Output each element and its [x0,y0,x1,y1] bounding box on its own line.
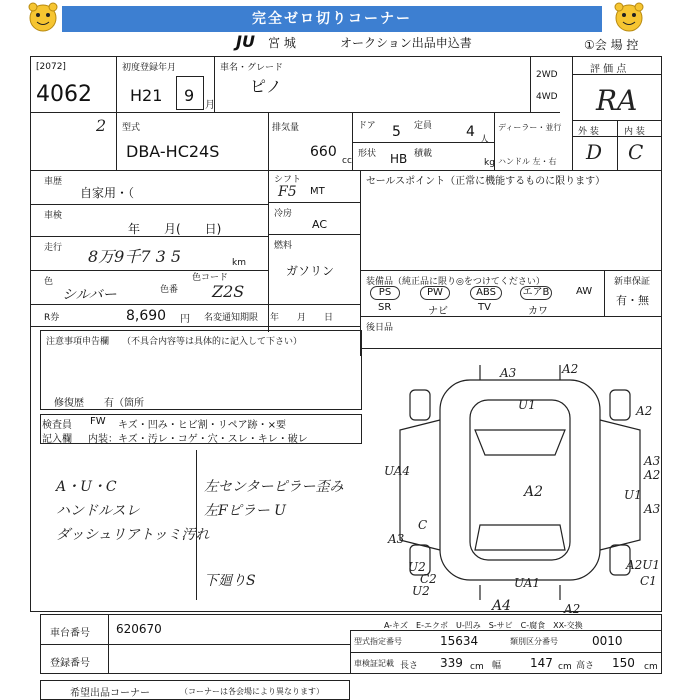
mileage-label: 走行 [44,243,63,253]
width-value: 147 [530,656,553,670]
color-label: 色 [44,277,54,287]
fuel-value: ガソリン [286,264,335,278]
model-label: 型式 [122,123,141,133]
regno-label: 登録番号 [50,658,90,669]
mark-3: A2 [636,404,653,418]
equip-leather: カワ [528,306,548,317]
handwritten-mark: 2 [96,116,107,135]
door-value: 5 [392,124,401,140]
fuel-label: 燃料 [274,241,293,251]
mark-13: A2U1 [626,558,661,572]
ac-label: 冷房 [274,209,293,219]
seats-value: 4 [466,124,475,140]
disp-value: 660 [310,144,337,160]
code-label: [2072] [36,62,66,72]
mark-15: U2 [412,584,430,598]
mark-19: A2 [564,602,581,616]
shift-label: シフト [274,175,302,185]
repair-label: 修復歴 有（箇所 [54,398,144,409]
colorno-label: 色番 [160,285,179,295]
color-value: シルバー [62,287,117,303]
handle-label: ハンドル 左・右 [498,157,557,166]
colorcode-label: 色コード [192,273,229,283]
wish-label: 希望出品コーナー [70,688,150,699]
height-label: 高さ [576,661,595,671]
wd2-label: 2WD [536,70,558,80]
ju-logo: JU [236,32,255,51]
equip-navi: ナビ [428,306,448,317]
remark-right-3: 下廻りS [204,573,256,589]
mark-11: A3 [644,502,661,516]
equip-tv: TV [478,302,491,313]
banner-title: 完全ゼロ切りコーナー [62,6,602,32]
mark-9: A3 [644,454,661,468]
grade-score: RA [596,84,638,117]
seats-label: 定員 [414,121,433,131]
cat-label: 類別区分番号 [510,637,558,646]
form-title: オークション出品申込書 [340,36,472,50]
mileage-value: 8万9千7 3 5 [88,247,182,266]
mascot-left-icon [26,0,60,34]
mark-12: A2 [644,468,661,482]
equip-airbag: エアB [520,286,552,300]
load-label: 積載 [414,149,433,159]
copy-label: ①会 場 控 [584,38,639,52]
yen-unit: 円 [180,314,190,325]
mark-1: A3 [500,366,517,380]
equip-ps: PS [370,286,400,300]
mark-16: C2 [420,572,437,586]
width-label: 幅 [492,661,502,671]
equip-aw: AW [576,286,593,297]
ext-label: 外 装 [578,127,599,137]
equip-abs: ABS [470,286,502,300]
mark-10: U1 [624,488,642,502]
inspector-label-2: 記入欄 [42,434,72,445]
fw-label: FW [90,416,106,427]
tax-label: R券 [44,313,60,323]
mark-14: C1 [640,574,657,588]
newcar-label: 新車保証 [614,277,651,287]
equip-sr: SR [378,302,392,313]
caution-sub: （不具合内容等は具体的に記入して下さい） [122,337,303,347]
length-value: 339 [440,656,463,670]
remark-right-1: 左センターピラー歪み [204,479,344,495]
int-grade: C [628,140,644,164]
remark-right-2: 左Fピラー U [204,503,286,519]
mark-6: UA4 [384,464,411,478]
height-unit: cm [644,662,658,672]
name-label: 車名・グレード [220,63,284,73]
chassis-value: 620670 [116,622,162,636]
remark-1: A・U・C [56,479,117,495]
shift-value: F5 [278,184,297,200]
dim-label: 車検証記載 [354,659,394,668]
length-label: 長さ [400,661,419,671]
km-unit: km [232,258,246,268]
inspect-label: 車検 [44,211,63,221]
caution-label: 注意事項申告欄 [46,337,110,347]
model-value: DBA-HC24S [126,142,220,161]
ac-value: AC [312,218,328,231]
int-label: 内 装 [624,127,645,137]
reg-month: 9 [184,86,195,105]
cert-value: 15634 [440,634,479,648]
remark-3: ダッシュリアトッミ汚れ [56,527,210,543]
history-value: 自家用・（ [80,186,135,200]
mark-18: A4 [492,598,512,614]
ext-grade: D [586,140,603,164]
shape-label: 形状 [358,149,377,159]
mark-8: U2 [408,560,426,574]
grade-label: 評 価 点 [590,64,627,75]
mt-label: MT [310,186,325,197]
shape-value: HB [390,152,408,166]
inspector-row-1: キズ・凹み・ヒビ割・リペア跡・×要 [118,420,286,431]
door-label: ドア [358,121,376,131]
reg-era: H21 [130,86,163,105]
notice-label: 名変通知期限 [204,313,259,323]
tax-value: 8,690 [126,308,167,324]
kg-unit: kg [484,158,495,168]
mark-2: A2 [562,362,579,376]
reg-label: 初度登録年月 [122,63,177,73]
notes-label: 後日品 [366,323,394,333]
wish-note: （コーナーは各会場により異なります） [180,687,324,696]
mark-5: A2 [524,484,544,500]
wd4-label: 4WD [536,92,558,102]
dealer-label: ディーラー・並行 [498,123,562,132]
car-name: ピノ [250,77,282,96]
disp-label: 排気量 [272,123,300,133]
cc-unit: cc [342,156,352,166]
mark-17: UA1 [514,576,541,590]
cat-value: 0010 [592,634,623,648]
mascot-right-icon [612,0,646,34]
person-unit: 人 [480,135,490,145]
inspector-row-2: 内装：キズ・汚レ・コゲ・穴・スレ・キレ・破レ [88,434,308,445]
height-value: 150 [612,656,635,670]
width-unit: cm [558,662,572,672]
header-pref: 宮 城 [268,36,296,50]
length-unit: cm [470,662,484,672]
notice-date: 年 月 日 [270,313,334,323]
warranty-value: 有・無 [616,294,649,307]
mark-20: C [418,518,428,532]
diagram-legend: A-キズ E-エクボ U-凹み S-サビ C-腐食 XX-交換 [384,621,583,630]
equip-label: 装備品（純正品に限り◎をつけてください） [366,277,545,287]
chassis-label: 車台番号 [50,628,90,639]
inspect-date: 年 月( 日) [128,222,222,236]
colorcode-value: Z2S [212,282,245,301]
mark-7: A3 [388,532,405,546]
reg-month-unit: 月 [205,100,215,111]
lot-number: 4062 [36,82,92,107]
remark-2: ハンドルスレ [56,503,140,519]
history-label: 車歴 [44,177,63,187]
cert-label: 型式指定番号 [354,637,402,646]
mark-4: U1 [518,398,536,412]
equip-pw: PW [420,286,450,300]
sales-label: セールスポイント（正常に機能するものに限ります） [366,176,606,187]
inspector-label-1: 検査員 [42,420,72,431]
